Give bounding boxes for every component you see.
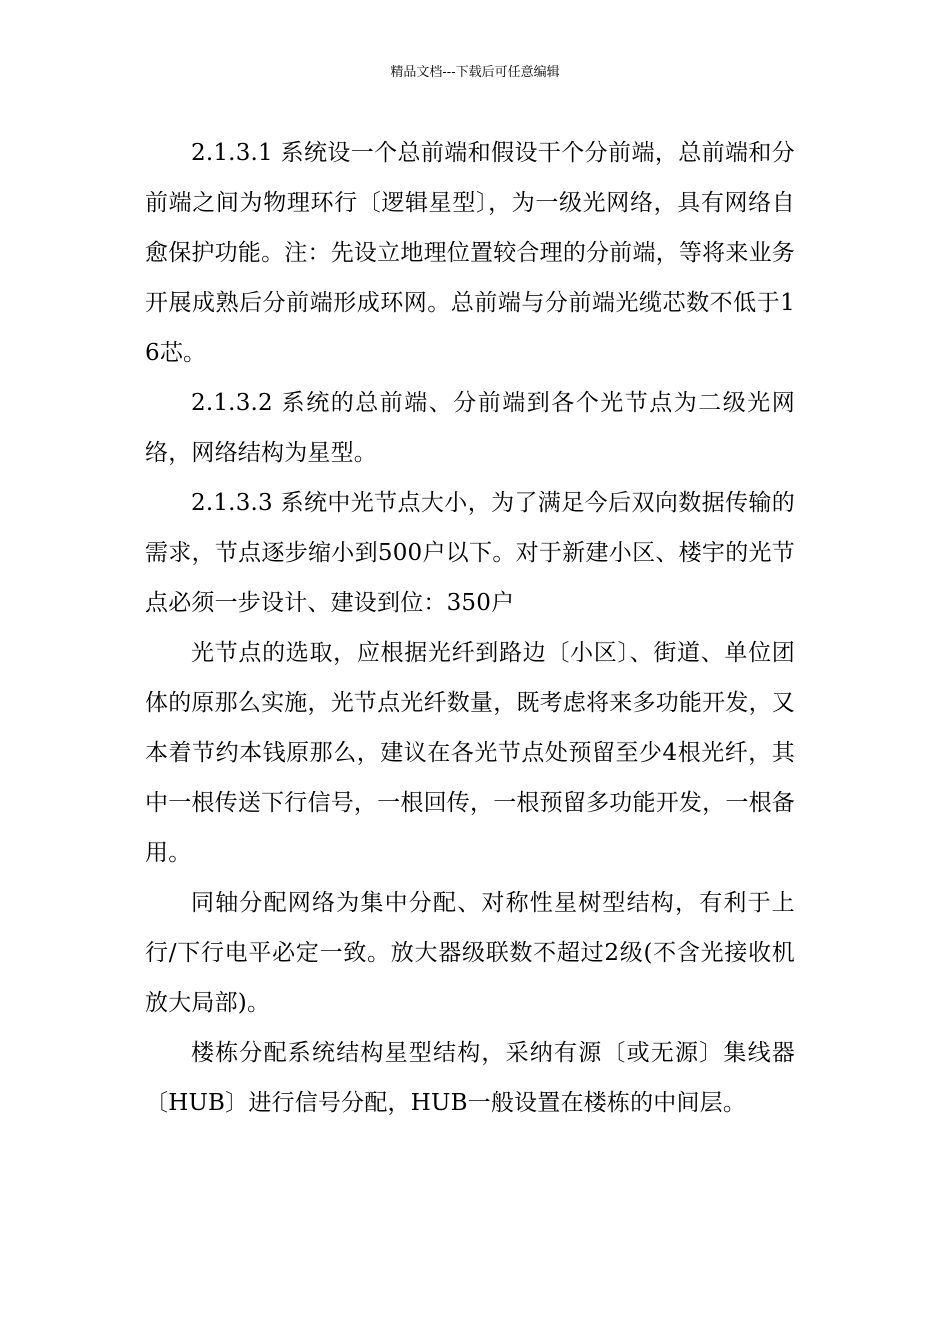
paragraph-2-1-3-2: 2.1.3.2 系统的总前端、分前端到各个光节点为二级光网络，网络结构为星型。 bbox=[145, 390, 795, 466]
paragraph-optical-node-selection: 光节点的选取，应根据光纤到路边〔小区〕、街道、单位团体的原那么实施，光节点光纤数量，既考虑将来多功能开发，又本着节约本钱原那么，建议在各光节点处预留至少4根光纤，其中一根传送下行信号，一根回传，一根预留多功能开发，一根备用。 bbox=[145, 640, 795, 866]
paragraph-2-1-3-3: 2.1.3.3 系统中光节点大小，为了满足今后双向数据传输的需求，节点逐步缩小到500户以下。对于新建小区、楼宇的光节点必须一步设计、建设到位：350户 bbox=[145, 490, 795, 616]
page-header: 精品文档---下载后可任意编辑 bbox=[390, 65, 560, 80]
paragraph-building-distribution: 楼栋分配系统结构星型结构，采纳有源〔或无源〕集线器〔HUB〕进行信号分配，HUB一般设置在楼栋的中间层。 bbox=[145, 1040, 795, 1116]
document-body bbox=[145, 128, 795, 1128]
paragraph-coaxial-network: 同轴分配网络为集中分配、对称性星树型结构，有利于上行/下行电平必定一致。放大器级联数不超过2级(不含光接收机放大局部)。 bbox=[145, 890, 795, 1016]
paragraph-2-1-3-1: 2.1.3.1 系统设一个总前端和假设干个分前端，总前端和分前端之间为物理环行〔逻辑星型〕，为一级光网络，具有网络自愈保护功能。注：先设立地理位置较合理的分前端，等将来业务开展成熟后分前端形成环网。总前端与分前端光缆芯数不低于16芯。 bbox=[145, 140, 795, 366]
